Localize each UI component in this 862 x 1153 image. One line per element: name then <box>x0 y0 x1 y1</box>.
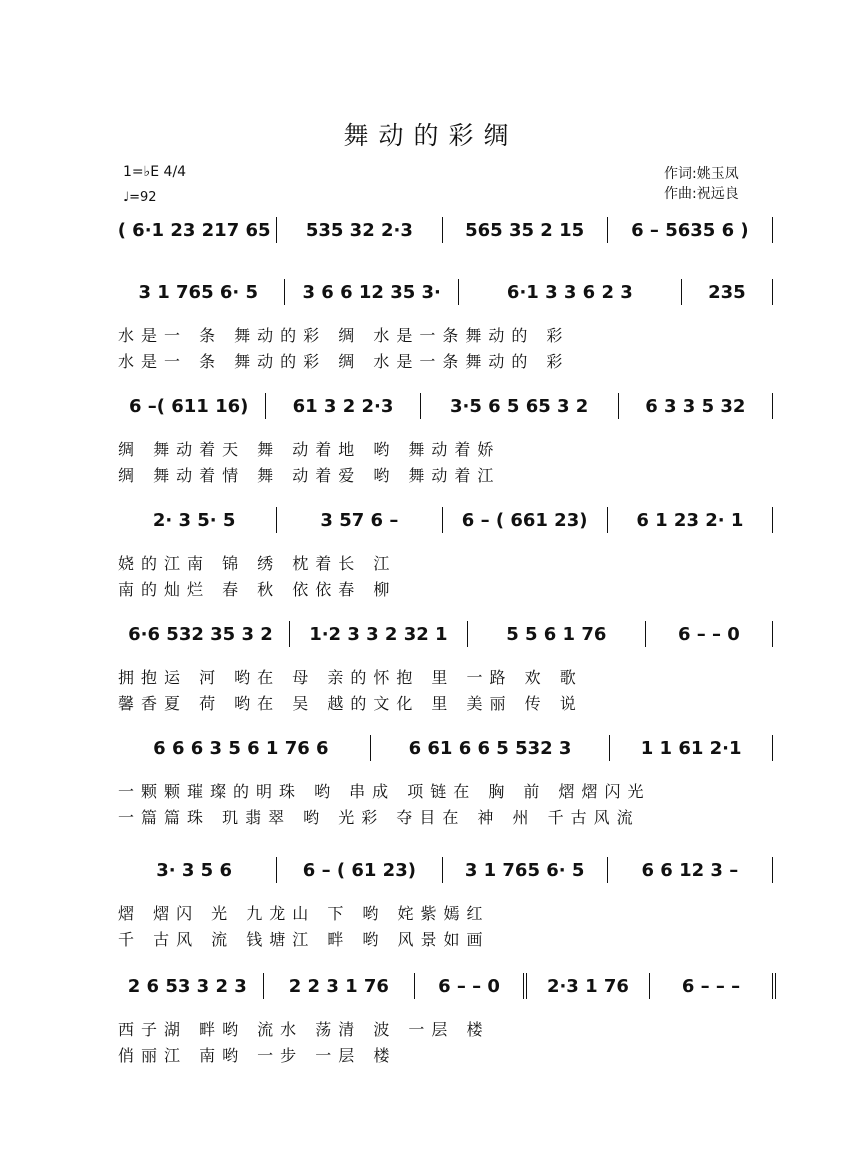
measure: 3 1 765 6· 5 <box>442 857 607 883</box>
measure: 1·2 3 3 2 32 1 <box>289 621 467 647</box>
lyrics-verse-1: 拥抱运 河 哟在 母 亲的怀抱 里 一路 欢 歌 <box>118 668 583 687</box>
tempo-marking: ♩=92 <box>123 190 157 205</box>
measure: 535 32 2·3 <box>276 217 441 243</box>
measure: 1 1 61 2·1 <box>609 735 772 761</box>
measure: 6 – – – <box>649 973 772 999</box>
measure: 2 2 3 1 76 <box>263 973 415 999</box>
lyrics-verse-2: 绸 舞动着情 舞 动着爱 哟 舞动着江 <box>118 466 501 485</box>
composer: 作曲:祝远良 <box>664 186 739 202</box>
measure: ( 6·1 23 217 65 <box>117 219 271 241</box>
key-signature: 1=♭E 4/4 <box>123 164 187 180</box>
measure: 6 61 6 6 5 532 3 <box>370 735 610 761</box>
notes-row <box>112 973 776 999</box>
measure: 3 1 765 6· 5 <box>138 281 259 303</box>
notes-row <box>112 217 773 243</box>
measure: 6 – ( 661 23) <box>442 507 607 533</box>
measure: 6·6 532 35 3 2 <box>128 623 273 645</box>
lyricist: 作词:姚玉凤 <box>664 166 739 182</box>
measure: 6 –( 611 16) <box>128 395 249 417</box>
measure: 6·1 3 3 6 2 3 <box>458 279 681 305</box>
lyrics-verse-2: 水是一 条 舞动的彩 绸 水是一条舞动的 彩 <box>118 352 570 371</box>
measure: 6 – 5635 6 ) <box>607 217 772 243</box>
credits <box>664 164 739 204</box>
lyrics-verse-1: 西子湖 畔哟 流水 荡清 波 一层 楼 <box>118 1020 490 1039</box>
system-8 <box>112 961 772 1071</box>
measure: 565 35 2 15 <box>442 217 607 243</box>
measure: 6 6 12 3 – <box>607 857 772 883</box>
measure: 235 <box>681 279 772 305</box>
measure: 3· 3 5 6 <box>156 859 232 881</box>
measure-repeat: 2·3 1 76 <box>523 973 649 999</box>
lyrics-verse-2: 一篇篇珠 玑翡翠 哟 光彩 夺目在 神 州 千古风流 <box>118 808 640 827</box>
song-title: 舞动的彩绸 <box>343 121 519 150</box>
notes-row <box>112 857 773 883</box>
lyrics-verse-1: 绸 舞动着天 舞 动着地 哟 舞动着娇 <box>118 440 501 459</box>
lyrics-verse-2: 俏丽江 南哟 一步 一层 楼 <box>118 1046 397 1065</box>
system-4 <box>112 495 772 605</box>
lyrics-verse-1: 水是一 条 舞动的彩 绸 水是一条舞动的 彩 <box>118 326 570 345</box>
notes-row <box>112 279 773 305</box>
lyrics-verse-1: 娆的江南 锦 绣 枕着长 江 <box>118 554 397 573</box>
notes-row <box>112 507 773 533</box>
measure: 61 3 2 2·3 <box>265 393 419 419</box>
measure: 6 – – 0 <box>414 973 523 999</box>
measure: 3 57 6 – <box>276 507 441 533</box>
measure: 3 6 6 12 35 3· <box>284 279 457 305</box>
measure: 6 6 6 3 5 6 1 76 6 <box>153 737 329 759</box>
measure: 6 3 3 5 32 <box>618 393 772 419</box>
notes-row <box>112 735 773 761</box>
system-7 <box>112 845 772 955</box>
lyrics-verse-1: 一颗颗璀璨的明珠 哟 串成 项链在 胸 前 熠熠闪光 <box>118 782 651 801</box>
measure: 2· 3 5· 5 <box>152 509 236 531</box>
measure: 5 5 6 1 76 <box>467 621 645 647</box>
system-3 <box>112 381 772 491</box>
measure: 6 – – 0 <box>645 621 772 647</box>
measure: 2 6 53 3 2 3 <box>127 975 247 997</box>
measure: 6 1 23 2· 1 <box>607 507 772 533</box>
system-2 <box>112 267 772 377</box>
measure: 6 – ( 61 23) <box>276 857 441 883</box>
system-6 <box>112 723 772 833</box>
lyrics-verse-2: 千 古风 流 钱塘江 畔 哟 风景如画 <box>118 930 490 949</box>
notes-row <box>112 393 773 419</box>
lyrics-verse-1: 熠 熠闪 光 九龙山 下 哟 姹紫嫣红 <box>118 904 490 923</box>
measure: 3·5 6 5 65 3 2 <box>420 393 618 419</box>
lyrics-verse-2: 馨香夏 荷 哟在 吴 越的文化 里 美丽 传 说 <box>118 694 583 713</box>
system-5 <box>112 609 772 719</box>
notes-row <box>112 621 773 647</box>
lyrics-verse-2: 南的灿烂 春 秋 依依春 柳 <box>118 580 397 599</box>
